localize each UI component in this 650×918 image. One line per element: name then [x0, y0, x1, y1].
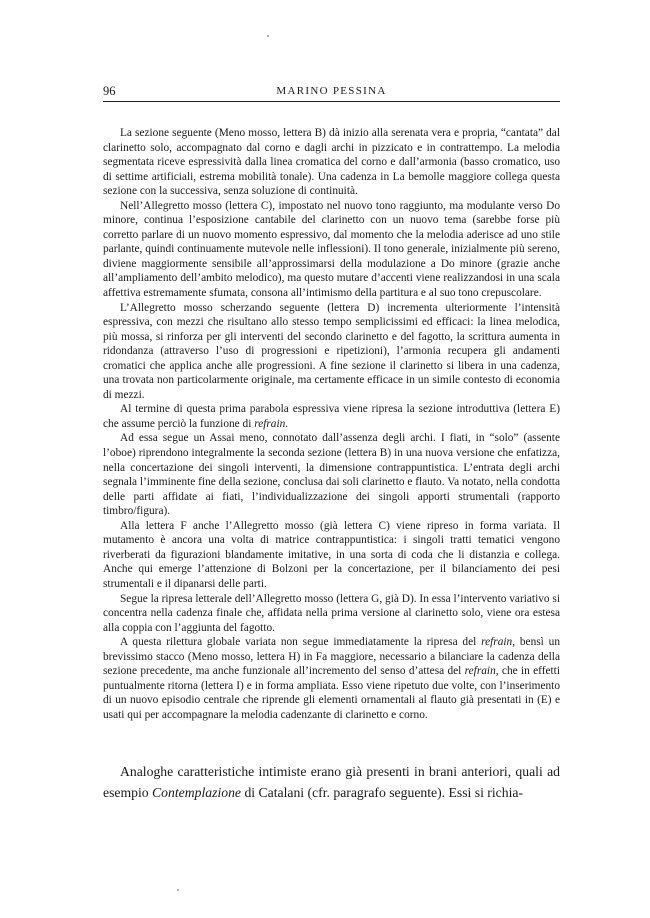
italic-text: refrain: [464, 665, 496, 678]
text-run: .: [285, 417, 289, 430]
text-run: Al termine di questa prima parabola espressiva viene ripresa la sezione introduttiva (lettera E) che assume perciò la funzione di: [103, 403, 560, 430]
closing-paragraph: [103, 762, 560, 803]
paragraph: [103, 402, 560, 431]
running-header: [103, 81, 560, 102]
italic-text: refrain: [481, 636, 513, 649]
text-run: La sezione seguente (Meno mosso, lettera B) dà inizio alla serenata vera e propria, “cantata” dal clarinetto solo, accompagnato dal corno e dagli archi in pizzicato e in contrattempo. La melodia segmentata riceve espressività dalla linea cromatica del corno e dall’armonia (basso cromatico, uso di settime artificiali, estrema mobilità tonale). Una cadenza in La bemolle maggiore collega questa sezione con la successiva, senza soluzione di continuità.: [103, 127, 560, 198]
text-run: di Catalani (cfr. paragrafo seguente). Essi si richia-: [241, 784, 524, 800]
text-run: Alla lettera F anche l’Allegretto mosso (già lettera C) viene ripreso in forma variata. Il mutamento è ancora una volta di matrice contrappuntistica: i singoli tratti tematici vengono riverberati da figurazioni blandamente imitative, in una sorta di coda che li distanzia e collega. Anche qui emerge l’attenzione di Bolzoni per la concertazione, per il bilanciamento dei pesi strumentali e il dipanarsi delle parti.: [103, 519, 560, 590]
paragraph: [103, 126, 560, 199]
text-run: Ad essa segue un Assai meno, connotato dall’assenza degli archi. I fiati, in “solo” (assente l’oboe) riprendono integralmente la seconda sezione (lettera B) in una nuova versione che enfatizza, nella concertazione dei singoli interventi, la dimensione contrappuntistica. L’entrata degli archi segnala l’imminente fine della sezione, conclusa dai soli clarinetto e flauto. Va notato, nella condotta delle parti affidate ai fiati, l’individualizzazione dei singoli apporti strumentali (rapporto timbro/figura).: [103, 432, 560, 518]
italic-text: Contemplazione: [152, 784, 242, 800]
paragraph: [103, 519, 560, 592]
text-run: , bensì un brevissimo stacco (Meno mosso, lettera H) in Fa maggiore, necessario a bilanciare la cadenza della sezione precedente, ma anche funzionale all’incremento del senso d’attesa del: [103, 636, 560, 678]
page-number: 96: [103, 84, 116, 98]
paragraph: [103, 199, 560, 301]
paragraph: [103, 431, 560, 518]
text-run: Analoghe caratteristiche intimiste erano già presenti in brani anteriori, quali ad esempio: [103, 764, 560, 800]
text-run: Nell’Allegretto mosso (lettera C), impostato nel nuovo tono raggiunto, ma modulante verso Do minore, continua l’esposizione cantabile del clarinetto con un nuovo tema (sarebbe forse più corretto parlare di un nuovo momento espressivo, dal momento che la melodia aderisce ad uno stile parlante, quindi continuamente mutevole nelle inflessioni). Il tono generale, inizialmente più sereno, diviene maggiormente sensibile all’approssimarsi della modulazione a Do minore (grazie anche all’ampliamento dell’ambito melodico), ma questo mutare d’accenti viene realizzandosi in una scala affettiva estremamente sfumata, consona all’intimismo della partitura e al suo tono crepuscolare.: [103, 199, 560, 300]
body-text: [103, 126, 560, 722]
text-run: Segue la ripresa letterale dell’Allegretto mosso (lettera G, già D). In essa l’intervento variativo si concentra nella cadenza finale che, affidata nella prima versione al clarinetto solo, viene ora estesa alla coppia con l’aggiunta del fagotto.: [103, 592, 560, 634]
text-run: L’Allegretto mosso scherzando seguente (lettera D) incrementa ulteriormente l’intensità espressiva, con mezzi che risultano allo stesso tempo semplicissimi ed efficaci: la linea melodica, più mossa, si rinforza per gli interventi del secondo clarinetto e del fagotto, la scrittura aumenta in ridondanza (attraverso l’uso di progressioni e ripetizioni), l’armonia recupera gli andamenti cromatici che applica anche alle progressioni. A fine sezione il clarinetto si libera in una cadenza, una trovata non particolarmente originale, ma certamente efficace in un simile contesto di economia di mezzi.: [103, 301, 560, 401]
italic-text: refrain: [254, 417, 286, 430]
paragraph: [103, 301, 560, 403]
running-title: MARINO PESSINA: [276, 85, 387, 97]
paragraph: [103, 592, 560, 636]
text-run: , che in effetti puntualmente ritorna (lettera I) e in forma ampliata. Esso viene ripetuto due volte, con l’inserimento di un nuovo episodio centrale che riprende gli elementi ornamentali al flauto già presentati in (E) e usati qui per accompagnare la melodia cadenzante di clarinetto e corno.: [103, 665, 560, 721]
paragraph: [103, 635, 560, 722]
text-run: A questa rilettura globale variata non segue immediatamente la ripresa del: [120, 636, 482, 649]
scan-speck: [177, 889, 179, 891]
scan-speck: [267, 35, 269, 37]
